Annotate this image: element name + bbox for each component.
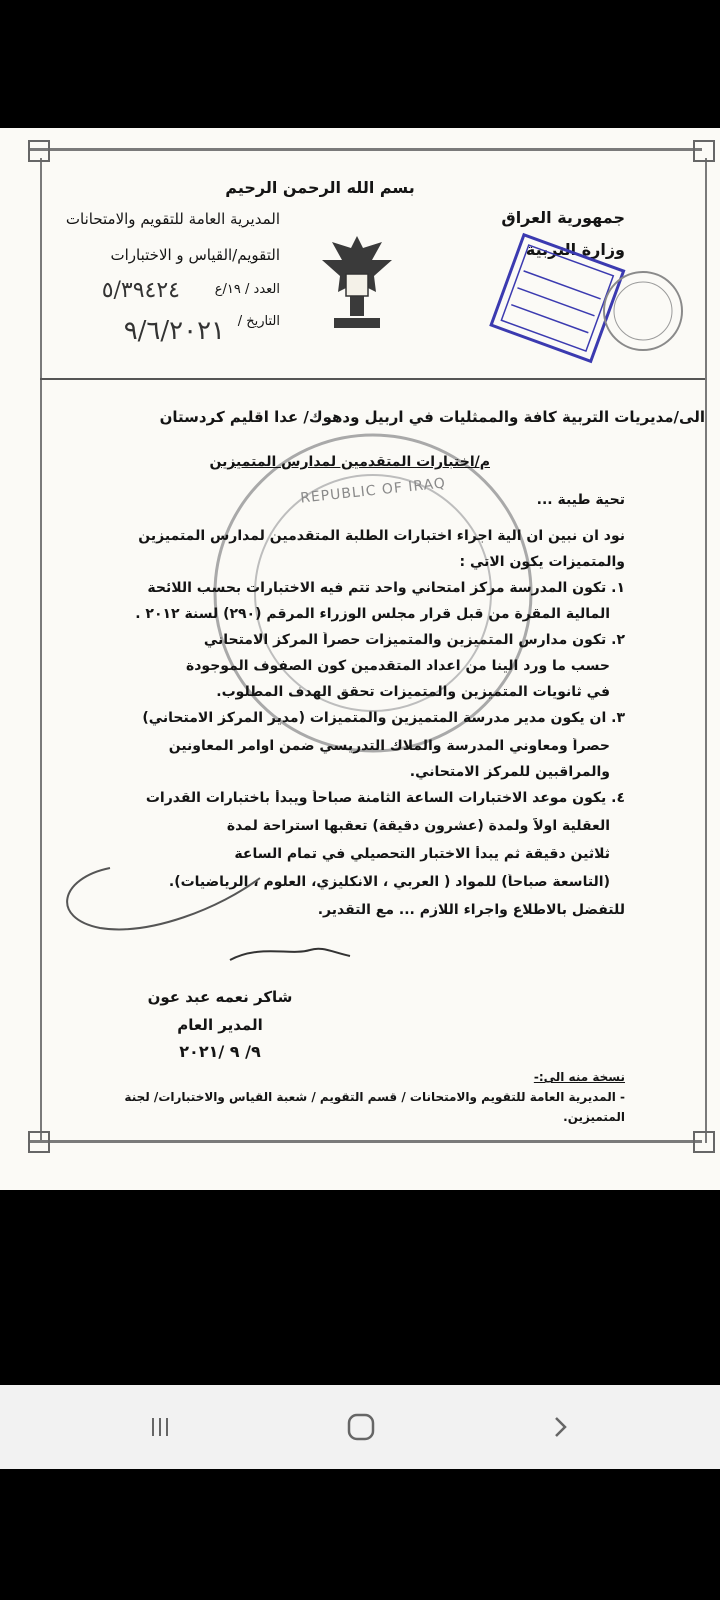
frame-bottom [30,1140,702,1143]
body-line: في ثانويات المتميزين والمتميزات تحقق الهدف المطلوب. [216,684,610,700]
signature [40,848,370,968]
home-button[interactable] [341,1407,381,1447]
header-country: جمهورية العراق [501,208,625,227]
header-divider [40,378,705,380]
home-icon [346,1412,376,1442]
iraq-eagle-emblem [316,230,398,334]
basmala: بسم الله الرحمن الرحيم [225,178,415,197]
signatory-name: شاكر نعمه عبد عون [147,988,293,1006]
recipient-line: الى/مديريات التربية كافة والممثليات في اربيل ودهوك/ عدا اقليم كردستان [159,408,705,426]
round-seal-top [600,268,686,354]
system-navigation-bar [0,1385,720,1469]
signatory-date: ٩/ ٩ /٢٠٢١ [179,1042,261,1061]
frame-corner-tr [693,140,715,162]
recents-icon [148,1415,172,1439]
header-date-label: التاريخ / [237,314,280,329]
signatory-title: المدير العام [177,1016,263,1034]
recents-button[interactable] [140,1407,180,1447]
body-line: ثلاثين دقيقة ثم يبدأ الاختبار التحصيلي في تمام الساعة [234,846,610,862]
subject-line: م/اختبارات المتقدمين لمدارس المتميزين [209,454,490,470]
body-line: العقلية اولاً ولمدة (عشرون دقيقة) تعقبها استراحة لمدة [226,818,610,834]
body-line: ٤. يكون موعد الاختبارات الساعة الثامنة صباحاً ويبدأ باختبارات القدرات [145,790,625,806]
body-line: ٢. تكون مدارس المتميزين والمتميزات حصراً المركز الامتحاني [203,632,625,648]
body-line: حصراً ومعاوني المدرسة والملاك التدريسي ضمن اوامر المعاونين [168,738,610,754]
frame-corner-br [693,1131,715,1153]
copy-to-heading: نسخة منه الى:- [533,1070,625,1084]
body-line: حسب ما ورد الينا من اعداد المتقدمين كون الصفوف الموجودة [185,658,610,674]
document-page [0,128,720,1190]
back-button[interactable] [540,1407,580,1447]
body-line: نود ان نبين ان الية اجراء اختبارات الطلبة المتقدمين لمدارس المتميزين [138,528,625,544]
header-department: التقويم/القياس و الاختبارات [110,246,280,264]
frame-left [40,158,42,1143]
body-line: والمتميزات يكون الاتي : [459,554,625,570]
frame-corner-tl [28,140,50,162]
body-line: والمراقبين للمركز الامتحاني. [409,764,610,780]
back-icon [548,1415,572,1439]
header-directorate: المديرية العامة للتقويم والامتحانات [65,210,280,228]
copy-to-line: المتميزين. [563,1110,625,1124]
body-line: ٣. ان يكون مدير مدرسة المتميزين والمتميزات (مدير المركز الامتحاني) [142,710,625,726]
header-number-handwritten: ٥/٣٩٤٢٤ [101,278,180,303]
copy-to-line: - المديرية العامة للتقويم والامتحانات / قسم التقويم / شعبة القياس والاختبارات/ لجنة [124,1090,625,1104]
frame-right [705,158,707,1143]
frame-corner-bl [28,1131,50,1153]
body-line: (التاسعة صباحاً) للمواد ( العربي ، الانكليزي، العلوم ، الرياضيات). [168,874,610,890]
body-line: ١. تكون المدرسة مركز امتحاني واحد تتم فيه الاختبارات بحسب اللائحة [147,580,625,596]
header-date-handwritten: ٩/٦/٢٠٢١ [123,316,225,346]
header-ministry: وزارة التربية [525,240,625,259]
header-number-label: العدد / ١٩/ع [214,282,280,297]
body-line: المالية المقرة من قبل قرار مجلس الوزراء المرقم (٢٩٠) لسنة ٢٠١٢ . [135,606,610,622]
frame-top [30,148,702,151]
seal-text: REPUBLIC OF IRAQ [299,475,447,507]
body-line: للتفضل بالاطلاع واجراء اللازم ... مع التقدير. [317,902,625,918]
greeting: تحية طيبة ... [536,492,625,508]
